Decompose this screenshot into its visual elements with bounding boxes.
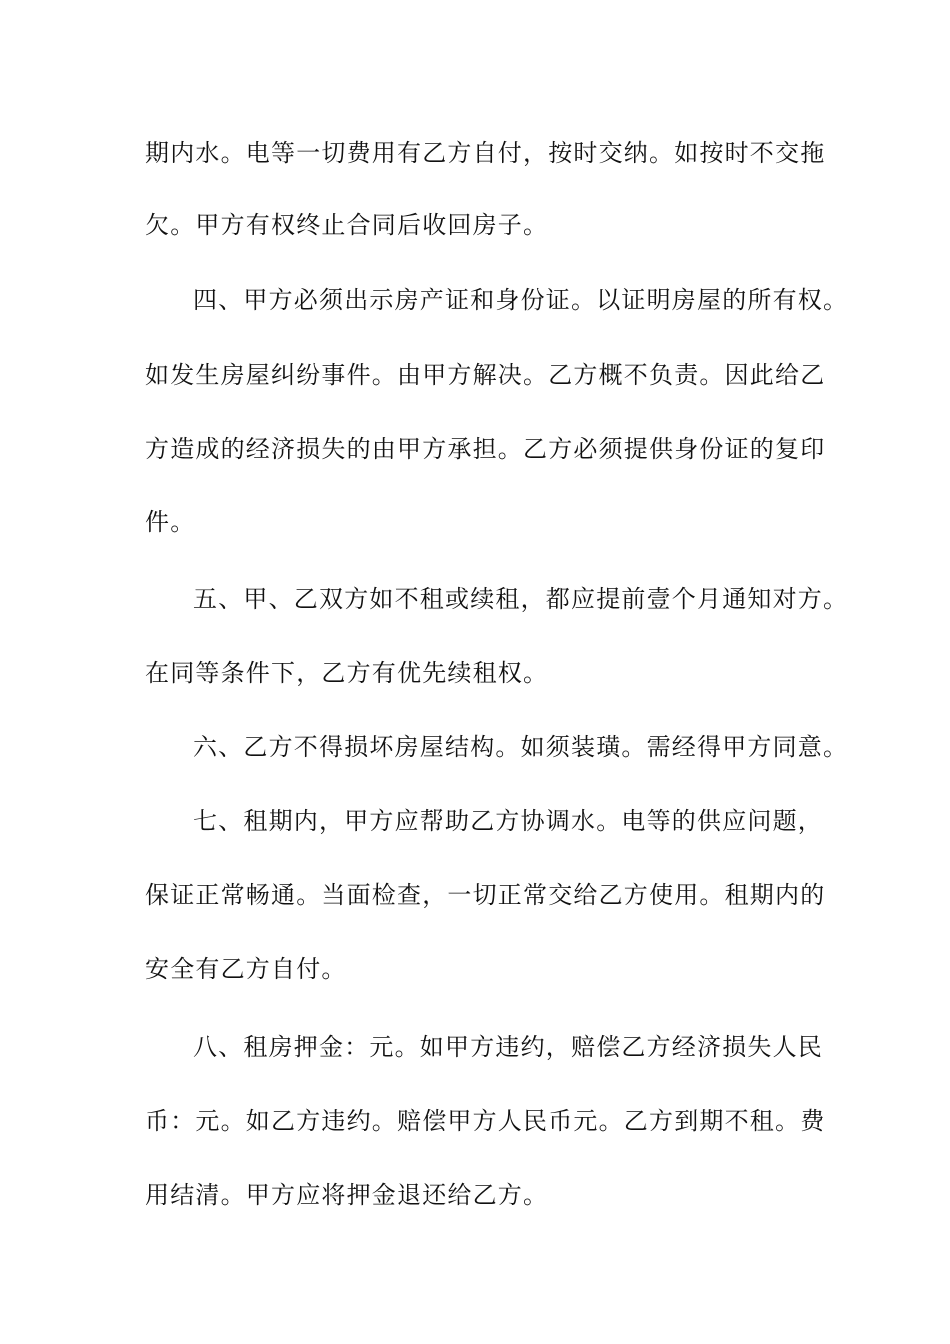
- clause-6-line: 六、乙方不得损坏房屋结构。如须装璜。需经得甲方同意。: [193, 733, 849, 761]
- text-line: 件。: [145, 508, 196, 536]
- text-line: 方造成的经济损失的由甲方承担。乙方必须提供身份证的复印: [145, 435, 826, 463]
- text-line: 欠。甲方有权终止合同后收回房子。: [145, 211, 549, 239]
- text-line: 用结清。甲方应将押金退还给乙方。: [145, 1181, 549, 1209]
- text-line: 在同等条件下，乙方有优先续租权。: [145, 659, 549, 687]
- text-line: 安全有乙方自付。: [145, 955, 347, 983]
- text-line: 如发生房屋纠纷事件。由甲方解决。乙方概不负责。因此给乙: [145, 361, 826, 389]
- clause-5-line: 五、甲、乙双方如不租或续租，都应提前壹个月通知对方。: [193, 585, 849, 613]
- clause-8-line: 八、租房押金：元。如甲方违约，赔偿乙方经济损失人民: [193, 1033, 823, 1061]
- text-line: 期内水。电等一切费用有乙方自付，按时交纳。如按时不交拖: [145, 139, 826, 167]
- text-line: 保证正常畅通。当面检查，一切正常交给乙方使用。租期内的: [145, 881, 826, 909]
- clause-4-line: 四、甲方必须出示房产证和身份证。以证明房屋的所有权。: [193, 286, 849, 314]
- text-line: 币：元。如乙方违约。赔偿甲方人民币元。乙方到期不租。费: [145, 1107, 826, 1135]
- clause-7-line: 七、租期内，甲方应帮助乙方协调水。电等的供应问题，: [193, 807, 823, 835]
